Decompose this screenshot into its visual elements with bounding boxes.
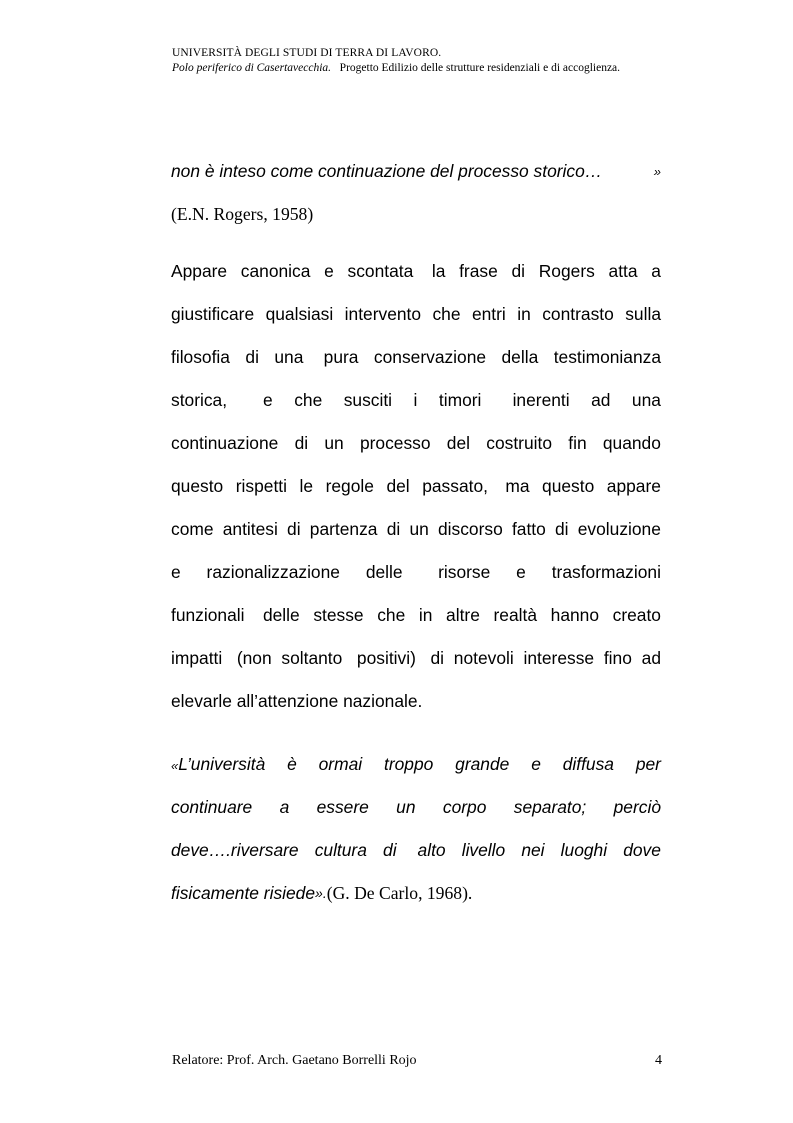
word: a [651,261,661,281]
document-body [171,150,661,915]
text-line [171,422,661,465]
word: notevoli [453,648,514,668]
word: un [324,433,344,453]
word: e [531,754,541,774]
quote2-close: ». [315,885,327,901]
word: grande [455,754,510,774]
word: ad [591,390,611,410]
word: diffusa [562,754,614,774]
word: un [409,519,429,539]
word: fino [603,648,632,668]
word: di [511,261,526,281]
word: testimonianza [553,347,661,367]
word: e [324,261,334,281]
word: qualsiasi [265,304,334,324]
word: rispetti [235,476,287,496]
word: ormai [318,754,363,774]
word: canonica [240,261,311,281]
word: hanno [550,605,600,625]
word: a [279,797,290,817]
word: livello [461,840,506,860]
word: funzionali [171,605,245,625]
word: positivi) [352,648,416,668]
word: del [386,476,410,496]
word: continuazione [171,433,279,453]
word: partenza [309,519,378,539]
word: che [294,390,323,410]
word: delle [258,605,300,625]
word: questo [542,476,595,496]
paragraph-last-text: elevarle all’attenzione nazionale. [171,691,423,711]
institution-name: UNIVERSITÀ DEGLI STUDI DI TERRA DI LAVORO. [172,47,442,59]
word: ma [500,476,530,496]
word: Rogers [538,261,595,281]
text-line [171,293,661,336]
quote1-citation-line [171,193,661,236]
word: frase [459,261,498,281]
word: L’università [178,754,266,774]
word: come [171,519,214,539]
word: che [432,304,461,324]
word: entri [471,304,506,324]
polo-name: Polo periferico di Casertavecchia. [172,62,332,74]
word: luoghi [560,840,608,860]
word: trasformazioni [551,562,661,582]
word: discorso [437,519,503,539]
quote1-text: non è inteso come continuazione del processo storico… [171,161,603,181]
quote2-last-text: fisicamente risiede [171,883,316,903]
word: appare [606,476,661,496]
quote2 [171,743,661,872]
quote1-line [171,150,661,193]
quote1-close: » [653,164,661,179]
word: in [517,304,531,324]
text-line [171,336,661,379]
word: Appare [171,261,228,281]
word: creato [612,605,661,625]
word: fin [568,433,587,453]
word: corpo [442,797,487,817]
word: una [274,347,304,367]
word: giustificare [171,304,255,324]
word: le [299,476,314,496]
page-number: 4 [655,1053,662,1068]
word: pura [318,347,359,367]
word: razionalizzazione [206,562,340,582]
word: inerenti [502,390,570,410]
word: di [555,519,569,539]
page-header [172,46,620,76]
word: filosofia [171,347,230,367]
word: susciti [343,390,393,410]
text-line [171,465,661,508]
word: di [294,433,309,453]
word: costruito [486,433,552,453]
text-line [171,637,661,680]
first-word-group [171,743,265,786]
word: scontata [347,261,414,281]
word: della [501,347,539,367]
word: continuare [171,797,253,817]
spacer [171,236,661,250]
word: una [631,390,661,410]
word: realtà [493,605,538,625]
text-line [171,379,661,422]
paragraph [171,250,661,680]
word: un [396,797,416,817]
word: soltanto [281,648,343,668]
word: ad [641,648,661,668]
open-quote-mark: « [171,758,179,773]
word: è [287,754,297,774]
word: e [516,562,526,582]
word: storica, [171,390,228,410]
word: di [287,519,301,539]
word: passato, [422,476,488,496]
word: alto [412,840,446,860]
paragraph-last-line [171,680,661,723]
word: evoluzione [577,519,661,539]
word: delle [365,562,403,582]
word: risorse [428,562,491,582]
word: e [171,562,181,582]
word: nei [521,840,545,860]
word: troppo [384,754,434,774]
word: per [635,754,661,774]
word: antitesi [222,519,278,539]
quote1-citation: (E.N. Rogers, 1958) [171,204,314,224]
word: di [386,519,401,539]
quote2-citation: (G. De Carlo, 1968). [326,883,473,903]
relatore-text: Relatore: Prof. Arch. Gaetano Borrelli Rojo [172,1053,417,1068]
word: timori [438,390,482,410]
word: interesse [523,648,595,668]
spacer [171,723,661,743]
text-line [171,551,661,594]
word: essere [316,797,369,817]
word: perciò [613,797,661,817]
word: deve….riversare [171,840,299,860]
word: atta [608,261,638,281]
text-line [171,829,661,872]
word: sulla [625,304,661,324]
word: questo [171,476,224,496]
word: cultura [314,840,367,860]
word: che [377,605,406,625]
word: la [427,261,446,281]
word: altre [446,605,480,625]
word: stesse [313,605,364,625]
project-title: Progetto Edilizio delle strutture residenziali e di accoglienza. [339,62,621,74]
header-subtitle [172,61,620,76]
word: quando [602,433,661,453]
word: fatto [511,519,546,539]
word: processo [359,433,431,453]
word: conservazione [373,347,487,367]
word: dove [623,840,661,860]
word: (non [232,648,272,668]
word: intervento [344,304,422,324]
word: contrasto [542,304,614,324]
word: del [446,433,471,453]
word: i [413,390,418,410]
text-line [171,250,661,293]
page-footer [172,1053,662,1069]
quote2-last-line [171,872,661,915]
word: separato; [513,797,587,817]
text-line [171,743,661,786]
text-line [171,786,661,829]
word: in [418,605,433,625]
word: impatti [171,648,223,668]
word: di [245,347,259,367]
word: regole [325,476,374,496]
text-line [171,594,661,637]
text-line [171,508,661,551]
word: e [248,390,273,410]
word: di [425,648,445,668]
word: di [383,840,397,860]
